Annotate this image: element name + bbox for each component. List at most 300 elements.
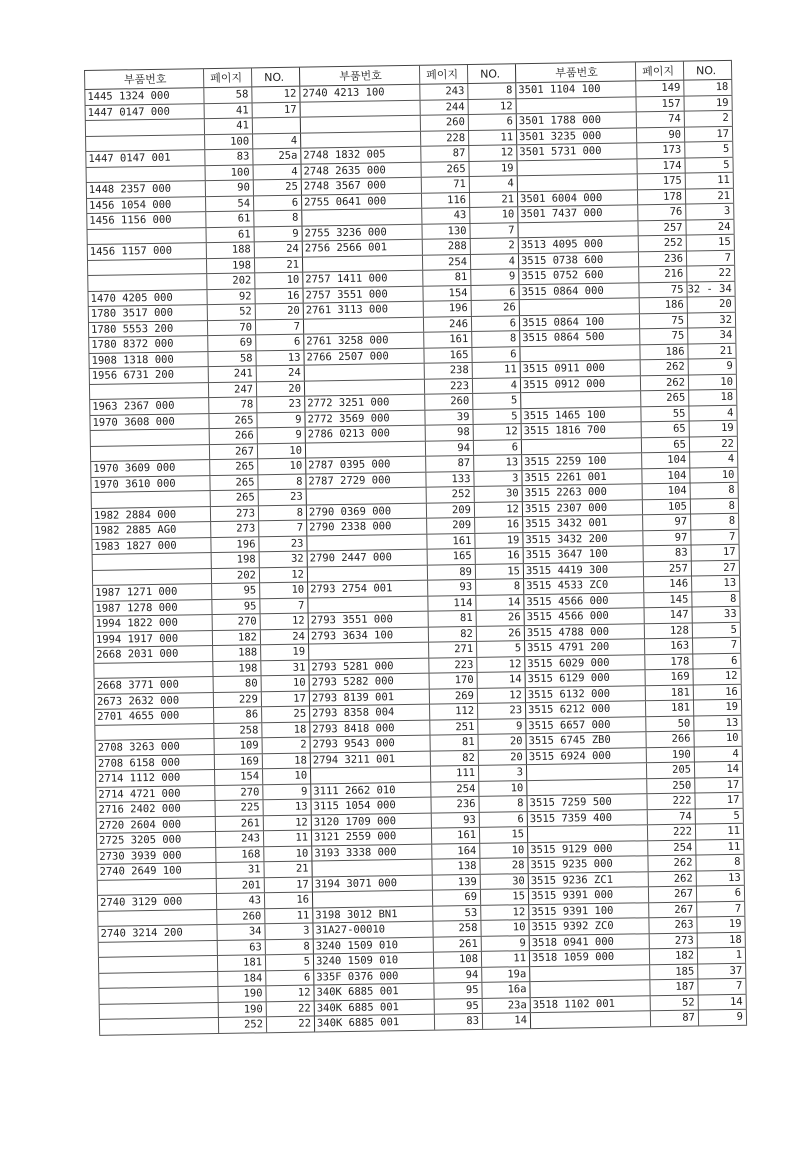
page-cell: 254	[648, 840, 696, 855]
page-cell: 252	[639, 236, 687, 251]
page-cell: 223	[429, 657, 477, 672]
part-number-cell: 3515 7359 400	[528, 810, 648, 826]
page-cell: 55	[641, 406, 689, 421]
page-cell: 39	[425, 409, 473, 424]
page-cell: 250	[647, 778, 695, 793]
part-number-cell: 1994 1917 000	[93, 631, 213, 647]
part-number-cell: 1456 1156 000	[86, 212, 206, 228]
part-number-cell: 3515 9391 100	[529, 903, 649, 919]
page-cell: 187	[650, 979, 698, 994]
number-cell: 8	[258, 474, 306, 489]
number-cell: 8	[468, 83, 516, 98]
number-cell: 22	[687, 266, 735, 281]
page-cell: 238	[425, 363, 473, 378]
number-cell: 15	[476, 564, 524, 579]
page-cell: 262	[641, 360, 689, 375]
page-cell: 31	[216, 862, 264, 877]
page-cell: 170	[430, 673, 478, 688]
part-number-cell: 2793 5281 000	[309, 658, 429, 674]
number-cell: 27	[692, 560, 740, 575]
page-cell: 223	[425, 378, 473, 393]
part-number-cell: 1970 3610 000	[90, 476, 210, 492]
number-cell: 4	[689, 405, 737, 420]
number-cell: 16	[476, 548, 524, 563]
number-cell: 16	[255, 288, 303, 303]
number-cell: 8	[266, 939, 314, 954]
part-number-cell	[92, 553, 212, 569]
number-cell: 16	[475, 517, 523, 532]
number-cell: 10	[258, 459, 306, 474]
number-cell: 19	[684, 95, 732, 110]
page-cell: 178	[645, 654, 693, 669]
page-cell: 257	[638, 220, 686, 235]
number-cell: 17	[695, 777, 743, 792]
number-cell: 17	[262, 691, 310, 706]
number-cell: 12	[478, 688, 526, 703]
number-cell: 32	[260, 552, 308, 567]
page-cell: 97	[643, 530, 691, 545]
page-cell: 34	[217, 924, 265, 939]
page-cell: 74	[637, 112, 685, 127]
part-number-cell	[312, 860, 432, 876]
part-number-cell	[305, 364, 425, 380]
number-cell: 31	[261, 660, 309, 675]
part-number-cell: 2714 4721 000	[95, 786, 215, 802]
part-number-cell: 1456 1157 000	[87, 243, 207, 259]
page-cell: 75	[639, 282, 687, 297]
part-number-cell: 3120 1709 000	[312, 813, 432, 829]
number-cell: 21	[255, 257, 303, 272]
part-number-cell: 1447 0147 000	[85, 104, 205, 120]
page-cell: 261	[434, 936, 482, 951]
page-cell: 94	[434, 967, 482, 982]
number-cell: 4	[253, 133, 301, 148]
part-number-cell	[517, 159, 637, 175]
number-cell: 12	[469, 99, 517, 114]
number-cell: 15	[687, 235, 735, 250]
number-cell: 9	[258, 428, 306, 443]
number-cell: 10	[690, 467, 738, 482]
part-number-cell: 340K 6885 001	[315, 1015, 435, 1031]
page-cell: 288	[423, 239, 471, 254]
number-cell: 9	[699, 1010, 747, 1025]
page-cell: 216	[639, 267, 687, 282]
part-number-cell: 3515 3432 200	[523, 531, 643, 547]
page-cell: 175	[638, 174, 686, 189]
number-cell: 5	[477, 641, 525, 656]
part-number-cell	[517, 97, 637, 113]
number-cell: 3	[474, 471, 522, 486]
part-number-cell: 3515 6029 000	[525, 655, 645, 671]
part-number-cell: 3515 0864 100	[520, 314, 640, 330]
page-cell: 58	[208, 351, 256, 366]
number-cell: 6	[480, 812, 528, 827]
page-cell: 266	[646, 731, 694, 746]
part-number-cell: 2756 2566 001	[303, 240, 423, 256]
page-cell: 186	[640, 298, 688, 313]
number-cell: 14	[483, 1013, 531, 1028]
number-cell: 21	[688, 343, 736, 358]
number-cell: 5	[473, 409, 521, 424]
number-cell: 13	[256, 350, 304, 365]
page-cell: 262	[648, 855, 696, 870]
page-cell: 265	[211, 490, 259, 505]
part-number-cell: 3121 2559 000	[312, 829, 432, 845]
number-cell: 21	[686, 188, 734, 203]
part-number-cell: 3501 1104 100	[516, 81, 636, 97]
number-cell: 6	[469, 114, 517, 129]
number-cell: 15	[480, 827, 528, 842]
page-cell: 161	[427, 533, 475, 548]
number-cell: 7	[697, 901, 745, 916]
header-page: 페이지	[636, 62, 684, 81]
page-cell: 261	[216, 816, 264, 831]
number-cell: 4	[690, 452, 738, 467]
number-cell: 17	[253, 102, 301, 117]
part-number-cell: 3515 4566 000	[524, 593, 644, 609]
part-number-cell	[309, 643, 429, 659]
number-cell: 7	[687, 250, 735, 265]
number-cell: 11	[686, 173, 734, 188]
page-cell: 229	[214, 692, 262, 707]
number-cell: 19	[475, 533, 523, 548]
part-number-cell	[303, 255, 423, 271]
number-cell: 13	[692, 576, 740, 591]
part-number-cell: 3515 6212 000	[526, 701, 646, 717]
page-cell: 154	[215, 769, 263, 784]
part-number-cell: 31A27-00010	[313, 922, 433, 938]
part-number-cell: 3515 0864 500	[520, 329, 640, 345]
part-number-cell: 2708 3263 000	[95, 739, 215, 755]
part-number-cell: 3193 3338 000	[312, 844, 432, 860]
page-cell: 163	[645, 639, 693, 654]
part-number-cell: 1970 3608 000	[89, 414, 209, 430]
number-cell: 5	[685, 157, 733, 172]
page-cell: 94	[426, 440, 474, 455]
number-cell: 7	[691, 529, 739, 544]
part-number-cell	[313, 891, 433, 907]
number-cell: 5	[693, 622, 741, 637]
number-cell: 17	[685, 126, 733, 141]
page-cell: 201	[217, 878, 265, 893]
page-cell: 154	[423, 285, 471, 300]
page-cell: 75	[640, 329, 688, 344]
page-cell: 90	[637, 127, 685, 142]
header-page: 페이지	[204, 68, 252, 87]
part-number-cell: 2761 3258 000	[304, 333, 424, 349]
part-number-cell	[98, 956, 218, 972]
part-number-cell: 3515 6132 000	[526, 686, 646, 702]
part-number-cell: 3518 1102 001	[531, 996, 651, 1012]
page-cell: 273	[650, 933, 698, 948]
part-number-cell: 2755 0641 000	[302, 193, 422, 209]
part-number-cell: 3515 7259 500	[527, 794, 647, 810]
column-group	[300, 63, 531, 1032]
part-number-cell	[301, 116, 421, 132]
number-cell: 20	[257, 381, 305, 396]
table-row	[531, 1010, 747, 1029]
page-cell: 222	[647, 793, 695, 808]
page-cell: 209	[427, 502, 475, 517]
number-cell: 6	[471, 285, 519, 300]
part-number-cell: 1983 1827 000	[91, 538, 211, 554]
page-cell: 181	[646, 700, 694, 715]
part-number-cell	[93, 662, 213, 678]
page-cell: 149	[636, 81, 684, 96]
number-cell: 13	[474, 455, 522, 470]
part-number-cell: 2708 6158 000	[95, 755, 215, 771]
part-number-cell: 2673 2632 000	[94, 693, 214, 709]
page-cell: 270	[213, 614, 261, 629]
number-cell: 4	[695, 746, 743, 761]
number-cell: 7	[259, 521, 307, 536]
page-cell: 186	[640, 344, 688, 359]
number-cell: 8	[692, 591, 740, 606]
part-number-cell: 3513 4095 000	[519, 236, 639, 252]
number-cell: 9	[263, 784, 311, 799]
page-cell: 81	[423, 270, 471, 285]
page-cell: 265	[421, 161, 469, 176]
number-cell: 12	[475, 502, 523, 517]
page-cell: 114	[428, 595, 476, 610]
number-cell: 12	[261, 614, 309, 629]
part-number-cell	[308, 565, 428, 581]
number-cell: 9	[478, 719, 526, 734]
page-cell: 196	[211, 537, 259, 552]
part-number-cell	[98, 941, 218, 957]
page-cell: 181	[646, 685, 694, 700]
number-cell: 32	[688, 312, 736, 327]
page-cell: 161	[432, 828, 480, 843]
part-number-cell: 3518 1059 000	[530, 949, 650, 965]
number-cell: 11	[482, 951, 530, 966]
page-cell: 270	[215, 785, 263, 800]
number-cell: 24	[686, 219, 734, 234]
number-cell: 2	[685, 111, 733, 126]
part-number-cell	[306, 441, 426, 457]
number-cell: 20	[256, 304, 304, 319]
part-number-cell	[311, 767, 431, 783]
page-cell: 254	[423, 254, 471, 269]
part-number-cell	[530, 965, 650, 981]
page-cell: 104	[642, 453, 690, 468]
page-cell: 260	[421, 115, 469, 130]
page-cell: 52	[208, 304, 256, 319]
number-cell: 26	[477, 610, 525, 625]
number-cell: 10	[694, 731, 742, 746]
table-row	[315, 1013, 531, 1032]
number-cell: 28	[480, 858, 528, 873]
page-cell: 75	[640, 313, 688, 328]
part-number-cell: 3501 1788 000	[517, 112, 637, 128]
number-cell: 2	[263, 738, 311, 753]
part-number-cell	[527, 779, 647, 795]
page-cell: 267	[649, 886, 697, 901]
page-cell: 61	[206, 211, 254, 226]
page-cell: 90	[206, 180, 254, 195]
part-number-cell	[518, 221, 638, 237]
page-cell: 252	[219, 1017, 267, 1032]
page-cell: 258	[433, 921, 481, 936]
number-cell: 7	[470, 223, 518, 238]
part-number-cell: 2772 3569 000	[305, 410, 425, 426]
number-cell: 21	[264, 862, 312, 877]
page-cell: 169	[645, 670, 693, 685]
part-number-cell: 2793 5282 000	[310, 674, 430, 690]
part-number-cell: 2793 9543 000	[311, 736, 431, 752]
number-cell: 12	[481, 905, 529, 920]
number-cell: 3	[479, 765, 527, 780]
number-cell: 14	[478, 672, 526, 687]
number-cell: 7	[256, 319, 304, 334]
page-cell: 50	[646, 716, 694, 731]
part-number-cell: 3515 1816 700	[522, 422, 642, 438]
part-number-cell: 3515 4566 000	[525, 608, 645, 624]
part-number-cell: 2793 8139 001	[310, 689, 430, 705]
page-cell: 95	[435, 998, 483, 1013]
number-cell: 10	[481, 920, 529, 935]
part-number-cell: 3501 5731 000	[517, 143, 637, 159]
page-cell: 165	[424, 347, 472, 362]
page-cell: 128	[645, 623, 693, 638]
header-no: NO.	[684, 61, 732, 80]
number-cell: 18	[684, 80, 732, 95]
part-number-cell: 3518 0941 000	[530, 934, 650, 950]
page-cell: 52	[651, 995, 699, 1010]
number-cell: 13	[694, 715, 742, 730]
part-number-cell: 3501 7437 000	[518, 205, 638, 221]
number-cell: 8	[691, 483, 739, 498]
page-cell: 41	[205, 103, 253, 118]
part-number-cell	[87, 228, 207, 244]
number-cell: 16	[265, 893, 313, 908]
part-number-cell: 3194 3071 000	[313, 875, 433, 891]
part-number-cell: 2748 3567 000	[302, 178, 422, 194]
number-cell: 19	[697, 917, 745, 932]
part-number-cell: 3515 6924 000	[527, 748, 647, 764]
part-number-cell: 2740 3129 000	[97, 894, 217, 910]
part-number-cell: 340K 6885 001	[315, 999, 435, 1015]
page-cell: 181	[218, 955, 266, 970]
number-cell: 25	[262, 707, 310, 722]
number-cell: 11	[264, 831, 312, 846]
page-cell: 95	[212, 599, 260, 614]
page-cell: 87	[421, 146, 469, 161]
number-cell: 12	[264, 815, 312, 830]
page-cell: 265	[210, 475, 258, 490]
page-cell: 257	[644, 561, 692, 576]
number-cell: 1	[698, 948, 746, 963]
page-cell: 95	[212, 583, 260, 598]
page-cell: 93	[432, 812, 480, 827]
part-number-cell: 3501 6004 000	[518, 190, 638, 206]
part-number-cell: 2790 2447 000	[308, 550, 428, 566]
number-cell: 4	[470, 176, 518, 191]
page-cell: 100	[206, 165, 254, 180]
page-cell: 82	[431, 750, 479, 765]
part-number-cell: 3515 1465 100	[521, 407, 641, 423]
number-cell: 25	[254, 180, 302, 195]
part-number-cell	[97, 879, 217, 895]
number-cell: 23	[259, 490, 307, 505]
part-number-cell	[85, 119, 205, 135]
page-cell: 97	[643, 515, 691, 530]
page-cell: 178	[638, 189, 686, 204]
page-cell: 65	[642, 422, 690, 437]
page-cell: 271	[429, 642, 477, 657]
number-cell: 10	[689, 374, 737, 389]
part-number-cell: 3240 1509 010	[314, 953, 434, 969]
number-cell: 8	[691, 514, 739, 529]
page-cell: 184	[218, 971, 266, 986]
number-cell: 10	[470, 207, 518, 222]
column-group	[516, 60, 747, 1029]
page-cell: 190	[647, 747, 695, 762]
part-number-cell: 3515 0752 600	[519, 267, 639, 283]
part-number-cell	[86, 166, 206, 182]
part-number-cell	[531, 1011, 651, 1027]
page-cell: 243	[420, 84, 468, 99]
part-number-cell	[304, 317, 424, 333]
part-number-cell: 2748 1832 005	[301, 147, 421, 163]
part-number-cell: 1982 2884 000	[91, 507, 211, 523]
number-cell: 22	[267, 1001, 315, 1016]
part-number-cell: 1994 1822 000	[93, 615, 213, 631]
number-cell: 10	[260, 583, 308, 598]
page-cell: 80	[214, 676, 262, 691]
part-number-cell: 1970 3609 000	[90, 460, 210, 476]
parts-index-table	[84, 60, 746, 1036]
number-cell: 10	[264, 846, 312, 861]
part-number-cell: 3515 3432 001	[523, 515, 643, 531]
number-cell: 24	[261, 629, 309, 644]
number-cell: 4	[471, 254, 519, 269]
page-cell: 157	[636, 96, 684, 111]
part-number-cell	[98, 972, 218, 988]
number-cell: 37	[698, 963, 746, 978]
number-cell: 23	[257, 397, 305, 412]
part-number-cell: 3515 4788 000	[525, 624, 645, 640]
number-cell: 33	[693, 607, 741, 622]
page-cell: 241	[209, 366, 257, 381]
number-cell: 22	[267, 1016, 315, 1031]
number-cell: 19a	[482, 967, 530, 982]
page-cell: 164	[432, 843, 480, 858]
number-cell: 5	[685, 142, 733, 157]
number-cell: 9	[257, 412, 305, 427]
part-number-cell: 2757 1411 000	[303, 271, 423, 287]
part-number-cell: 2772 3251 000	[305, 395, 425, 411]
page-cell: 83	[644, 546, 692, 561]
page-cell: 202	[207, 273, 255, 288]
part-number-cell: 2725 3205 000	[96, 832, 216, 848]
number-cell: 26	[477, 626, 525, 641]
page-cell: 198	[207, 258, 255, 273]
part-number-cell	[87, 259, 207, 275]
number-cell: 8	[696, 855, 744, 870]
header-no: NO.	[468, 64, 516, 83]
part-number-cell: 2787 2729 000	[306, 472, 426, 488]
part-number-cell	[89, 383, 209, 399]
page-cell: 205	[647, 762, 695, 777]
number-cell: 5	[266, 954, 314, 969]
page-cell: 251	[430, 719, 478, 734]
part-number-cell: 3515 6129 000	[526, 670, 646, 686]
number-cell: 17	[695, 793, 743, 808]
page-cell: 76	[638, 205, 686, 220]
page-cell: 161	[424, 332, 472, 347]
number-cell: 6	[266, 970, 314, 985]
